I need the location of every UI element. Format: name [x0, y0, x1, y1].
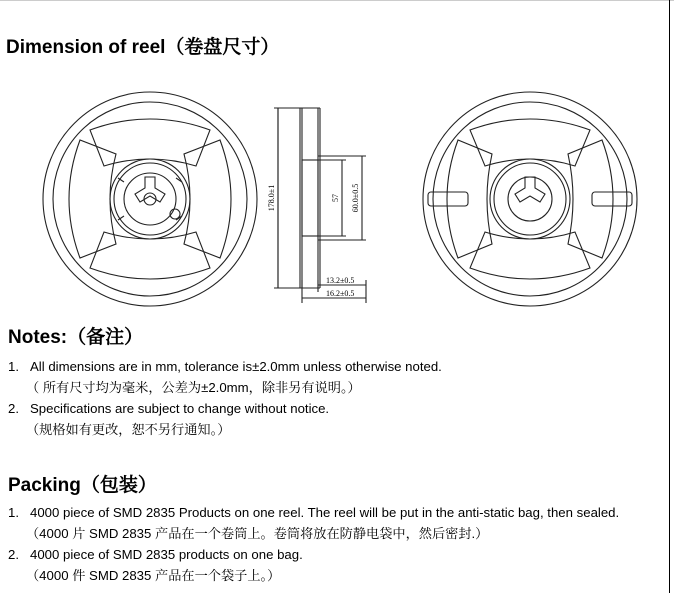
list-number: 1.	[8, 359, 19, 374]
list-number: 2.	[8, 401, 19, 416]
reel-diagram	[0, 88, 674, 308]
list-item-translation	[8, 419, 442, 440]
packing-heading: Packing（包装）	[8, 475, 157, 496]
note-text-cn: （规格如有更改，恕不另行通知。）	[26, 422, 231, 437]
list-item-translation	[8, 523, 619, 544]
top-divider	[0, 0, 674, 1]
list-item	[8, 398, 442, 419]
list-item	[8, 502, 619, 523]
packing-text-cn: （4000 件 SMD 2835 产品在一个袋子上。）	[26, 568, 281, 583]
list-item	[8, 544, 619, 565]
packing-text-en: 4000 piece of SMD 2835 Products on one reel. The reel will be put in the anti-static bag, then sealed.	[30, 505, 620, 520]
list-item-translation	[8, 377, 442, 398]
dim-height-label: 178.0±1	[267, 184, 276, 212]
packing-list	[8, 502, 619, 586]
list-number: 1.	[8, 505, 19, 520]
packing-text-en: 4000 piece of SMD 2835 products on one bag.	[30, 547, 303, 562]
list-item	[8, 356, 442, 377]
dim-hub-inner-label: 57	[331, 194, 340, 202]
dim-width-inner-label: 13.2±0.5	[326, 276, 355, 285]
reel-front-view	[43, 92, 257, 306]
note-text-en: All dimensions are in mm, tolerance is±2.0mm unless otherwise noted.	[30, 359, 442, 374]
list-number: 2.	[8, 547, 19, 562]
list-item-translation	[8, 565, 619, 586]
notes-list	[8, 356, 442, 440]
dim-hub-outer-label: 60.0±0.5	[351, 183, 360, 213]
reel-back-view	[423, 92, 637, 306]
reel-dimension-title: Dimension of reel（卷盘尺寸）	[6, 37, 280, 58]
note-text-en: Specifications are subject to change without notice.	[30, 401, 330, 416]
note-text-cn: （ 所有尺寸均为毫米，公差为±2.0mm，除非另有说明。）	[26, 380, 361, 395]
notes-heading: Notes:（备注）	[8, 327, 144, 348]
packing-text-cn: （4000 片 SMD 2835 产品在一个卷筒上。卷筒将放在防静电袋中，然后密封.）	[26, 526, 489, 541]
dim-width-outer-label: 16.2±0.5	[326, 289, 355, 298]
